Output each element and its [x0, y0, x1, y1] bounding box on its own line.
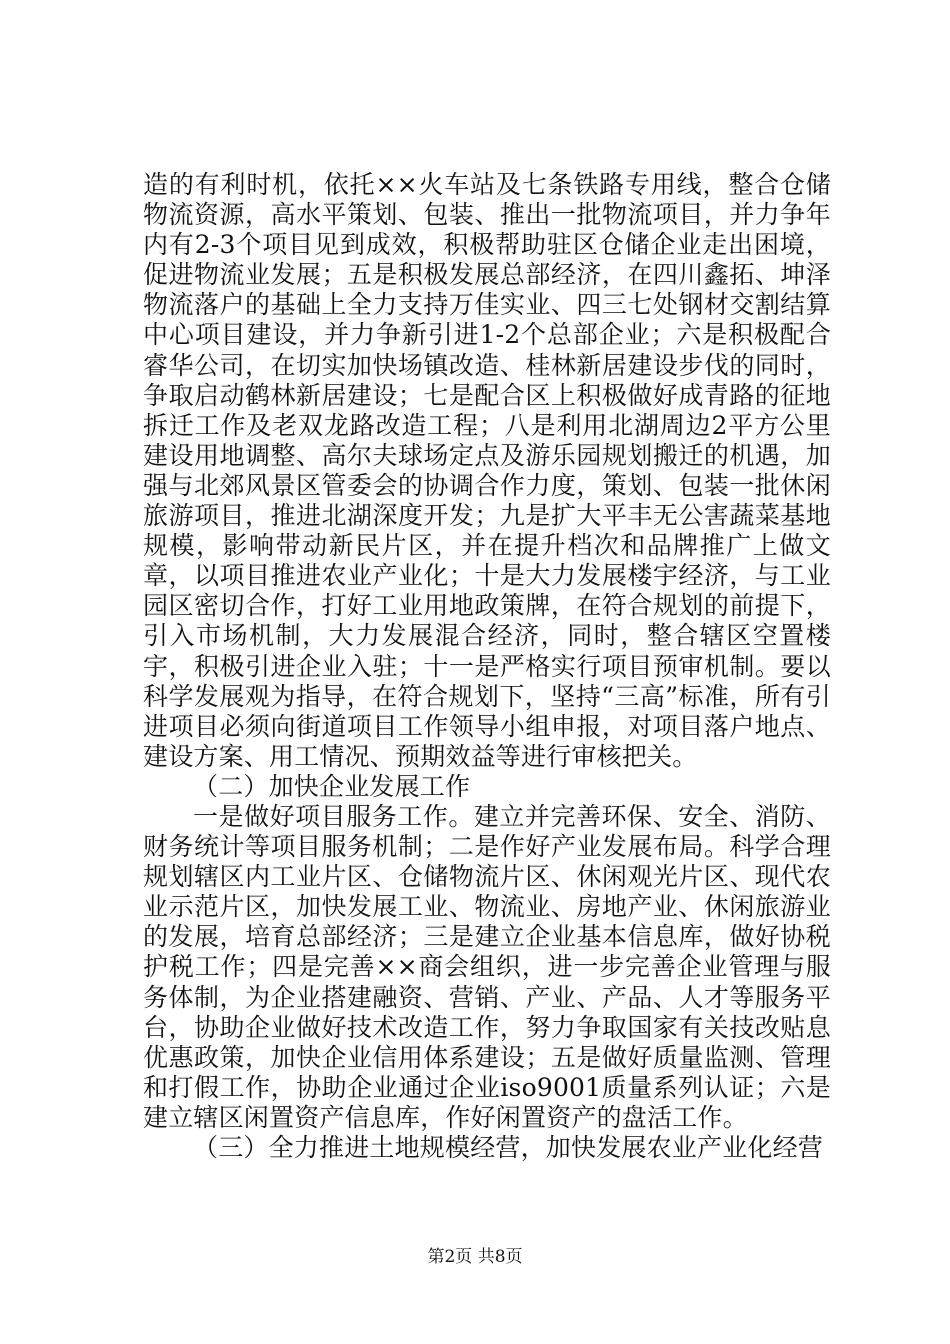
section-heading-2: （二）加快企业发展工作 — [193, 771, 471, 801]
page-footer — [0, 1247, 950, 1267]
page-number-label: 第2页 共8页 — [427, 1247, 523, 1267]
section-heading-3: （三）全力推进土地规模经营，加快发展农业产业化经营 — [193, 1133, 824, 1162]
paragraph-1: 造的有利时机，依托××火车站及七条铁路专用线，整合仓储物流资源，高水平策划、包装、推出一批物流项目，并力争年内有2-3个项目见到成效，积极帮助驻区仓储企业走出困境，促进物流业发展；五是积极发展总部经济，在四川鑫拓、坤泽物流落户的基础上全力支持万佳实业、四三七处钢材交割结算中心项目建设，并力争新引进1-2个总部企业；六是积极配合睿华公司，在切实加快场镇改造、桂林新居建设步伐的同时，争取启动鹤林新居建设；七是配合区上积极做好成青路的征地拆迁工作及老双龙路改造工程；八是利用北湖周边2平方公里建设用地调整、高尔夫球场定点及游乐园规划搬迁的机遇，加强与北郊风景区管委会的协调合作力度，策划、包装一批休闲旅游项目，推进北湖深度开发；九是扩大平丰无公害蔬菜基地规模，影响带动新民片区，并在提升档次和品牌推广上做文章，以项目推进农业产业化；十是大力发展楼宇经济，与工业园区密切合作，打好工业用地政策牌，在符合规划的前提下，引入市场机制，大力发展混合经济，同时，整合辖区空置楼宇，积极引进企业入驻；十一是严格实行项目预审机制。要以科学发展观为指导，在符合规划下，坚持“三高”标准，所有引进项目必须向街道项目工作领导小组申报，对项目落户地点、建设方案、用工情况、预期效益等进行审核把关。 — [143, 170, 831, 771]
document-body — [143, 170, 831, 1163]
paragraph-2: 一是做好项目服务工作。建立并完善环保、安全、消防、财务统计等项目服务机制；二是作好产业发展布局。科学合理规划辖区内工业片区、仓储物流片区、休闲观光片区、现代农业示范片区，加快发展工业、物流业、房地产业、休闲旅游业的发展，培育总部经济；三是建立企业基本信息库，做好协税护税工作；四是完善××商会组织，进一步完善企业管理与服务体制，为企业搭建融资、营销、产业、产品、人才等服务平台，协助企业做好技术改造工作，努力争取国家有关技改贴息优惠政策，加快企业信用体系建设；五是做好质量监测、管理和打假工作，协助企业通过企业iso9001质量系列认证；六是建立辖区闲置资产信息库，作好闲置资产的盘活工作。 — [143, 801, 831, 1132]
